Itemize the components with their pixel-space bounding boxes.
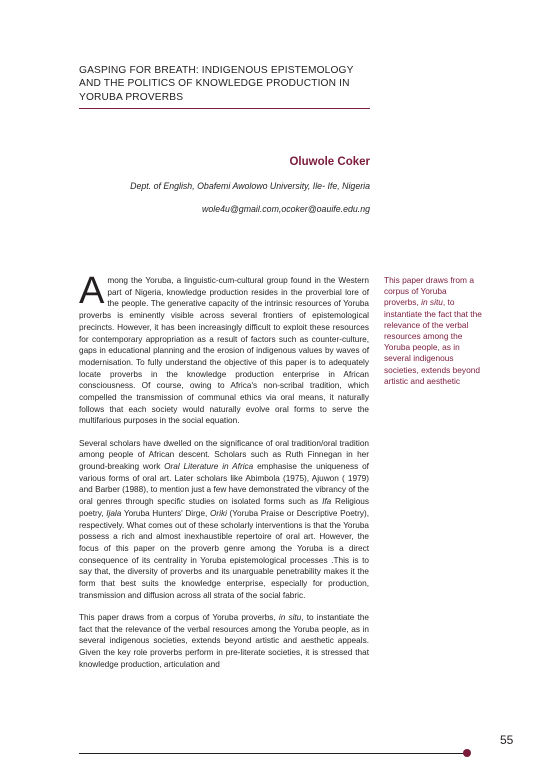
- italic-term: Ifa: [322, 497, 332, 507]
- paper-title: [79, 64, 389, 104]
- text-run: This paper draws from a corpus of Yoruba proverbs,: [384, 275, 474, 308]
- paragraph-1: [79, 270, 369, 427]
- paragraph-2: [79, 438, 369, 602]
- title-line: GASPING FOR BREATH: INDIGENOUS EPISTEMOLOGY: [79, 65, 354, 76]
- text-run: , to instantiate the fact that the relevance of the verbal resources among the Yoruba people, as in several indigenous societies, extends beyond artistic and aesthetic appeals. Given the key role proverbs perform in pre-literate societies, it is stressed that knowledge production, articulation and: [79, 612, 369, 669]
- title-underline: [79, 108, 370, 109]
- drop-cap: A: [79, 270, 105, 312]
- text-run: emphasise the uniqueness of various forms of oral art. Later scholars like Abimbola (1975), Ajuwon ( 1979) and Barber (1988), to mention just a few have demonstrated the vibrancy of the oral genres through specific studies on isolated forms such as: [79, 462, 369, 507]
- title-line: YORUBA PROVERBS: [79, 91, 184, 103]
- text-run: Yoruba Hunters' Dirge,: [121, 508, 210, 518]
- text-run: , to instantiate the fact that the relevance of the verbal resources among the Yoruba people, as in several indigenous societies, extends beyond artistic and aesthetic: [384, 297, 482, 386]
- footer-dot: [463, 749, 471, 757]
- text-run: Religious poetry,: [79, 497, 369, 518]
- title-line: AND THE POLITICS OF KNOWLEDGE PRODUCTION IN: [79, 78, 350, 90]
- text-run: This paper draws from a corpus of Yoruba proverbs,: [79, 612, 279, 622]
- footer-rule: [79, 753, 467, 754]
- author-affiliation: Dept. of English, Obafemi Awolowo University, Ile- Ife, Nigeria: [130, 181, 370, 191]
- text-run: Several scholars have dwelled on the significance of oral tradition/oral tradition among people of African descent. Scholars such as Ruth Finnegan in her ground-breaking work: [79, 438, 369, 472]
- italic-term: in situ: [278, 612, 302, 622]
- italic-term: Ijala: [106, 508, 122, 518]
- pull-quote: [384, 275, 482, 387]
- paragraph-3: [79, 612, 369, 671]
- page-number: 55: [500, 733, 514, 747]
- italic-term: in situ: [421, 297, 443, 308]
- body-text: [79, 270, 369, 681]
- text-run: (Yoruba Praise or Descriptive Poetry), respectively. What comes out of these scholarly interventions is that the Yoruba possess a rich and almost inexhaustible repertoire of oral art. However, the focus of this paper on the proverb genre among the Yoruba is a direct consequence of its centrality in Yoruba epistemological processes .This is to say that, the diversity of proverbs and its unarguable penetrability makes it the form that best suits the knowledge enterprise, especially for production, transmission and diffusion across all strata of the social fabric.: [79, 508, 369, 600]
- author-name: Oluwole Coker: [289, 156, 370, 168]
- paragraph-1-text: mong the Yoruba, a linguistic-cum-cultural group found in the Western part of Nigeria, knowledge production resides in the proverbial lore of the people. The generative capacity of the intrinsic resources of Yoruba proverbs is eminently visible across several frontiers of epistemological precincts. However, it has been increasingly difficult to exploit these resources for contemporary appropriation as a result of factors such as counter-culture, gaps in educational planning and the erosion of indigenous values by waves of modernisation. To fully understand the objective of this paper is to adequately locate proverbs in the knowledge production enterprise in African consciousness. Of course, owing to Africa's non-scribal tradition, which compelled the transmission of communal ethics via oral means, it naturally follows that each society would naturally evolve oral forms to serve the multifarious purposes in the social equation.: [79, 276, 369, 426]
- book-title: Oral Literature in Africa: [164, 462, 254, 472]
- author-email: wole4u@gmail.com,ocoker@oauife.edu.ng: [202, 204, 370, 214]
- italic-term: Oriki: [209, 508, 227, 518]
